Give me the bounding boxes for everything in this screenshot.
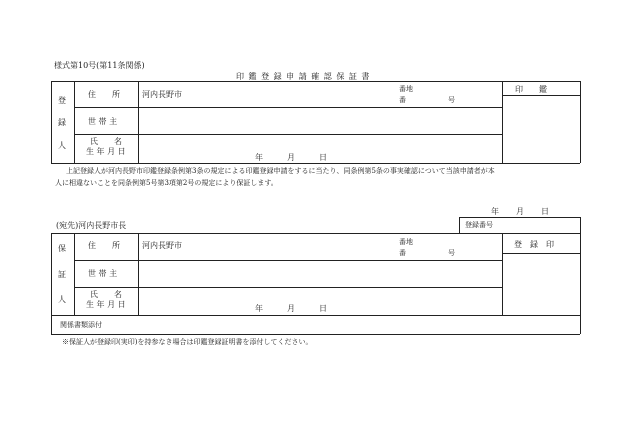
- guarantor-banchi-label: 番地: [399, 238, 413, 246]
- registrant-address-value: 河内長野市: [142, 90, 182, 99]
- guarantor-householder-label: 世 帯 主: [88, 269, 118, 278]
- guarantor-dob-label: 生 年 月 日: [86, 300, 126, 309]
- registrant-side-label-1: 登: [58, 96, 66, 105]
- guarantor-address-value: 河内長野市: [142, 241, 182, 250]
- guarantor-address-label: 住 所: [88, 241, 120, 250]
- statement-line-1: 上記登録人が河内長野市印鑑登録条例第3条の規定による印鑑登録申請をするに当たり、同条例第5条の事実確認について当該申請者が本: [66, 167, 495, 175]
- registrant-side-label-3: 人: [58, 141, 66, 150]
- form-number: 様式第10号(第11条関係): [54, 61, 145, 70]
- registrant-side-label-2: 録: [58, 118, 66, 127]
- registrant-dob-year: 年: [255, 153, 263, 162]
- addressee: (宛先)河内長野市長: [56, 221, 127, 230]
- registration-number-label: 登録番号: [465, 221, 493, 229]
- registrant-dob-month: 月: [287, 153, 295, 162]
- date-year: 年: [491, 207, 499, 216]
- date-month: 月: [516, 207, 524, 216]
- guarantor-side-label-1: 保: [58, 244, 66, 253]
- registrant-address-label: 住 所: [88, 90, 120, 99]
- guarantor-ban-label: 番: [399, 249, 406, 257]
- registrant-name-label: 氏 名: [90, 137, 122, 146]
- date-day: 日: [541, 207, 549, 216]
- registrant-seal-label: 印 鑑: [515, 85, 547, 94]
- guarantor-side-label-2: 証: [58, 270, 66, 279]
- guarantor-dob-year: 年: [255, 304, 263, 313]
- guarantor-go-label: 号: [448, 249, 455, 257]
- registrant-go-label: 号: [448, 96, 455, 104]
- form-title: 印 鑑 登 録 申 請 確 認 保 証 書: [236, 72, 371, 81]
- registrant-dob-day: 日: [319, 153, 327, 162]
- guarantor-dob-month: 月: [287, 304, 295, 313]
- statement-line-2: 人に相違ないことを同条例第5号第3項第2号の規定により保証します。: [55, 179, 278, 187]
- guarantor-name-label: 氏 名: [90, 290, 122, 299]
- attachments-label: 関係書類添付: [60, 321, 102, 329]
- registrant-ban-label: 番: [399, 96, 406, 104]
- footnote: ※保証人が登録印(実印)を持参なき場合は印鑑登録証明書を添付してください。: [62, 338, 313, 346]
- registrant-dob-label: 生 年 月 日: [86, 147, 126, 156]
- registrant-banchi-label: 番地: [399, 85, 413, 93]
- registrant-householder-label: 世 帯 主: [88, 117, 118, 126]
- guarantor-dob-day: 日: [319, 304, 327, 313]
- guarantor-side-label-3: 人: [58, 295, 66, 304]
- guarantor-seal-label: 登 録 印: [514, 240, 554, 249]
